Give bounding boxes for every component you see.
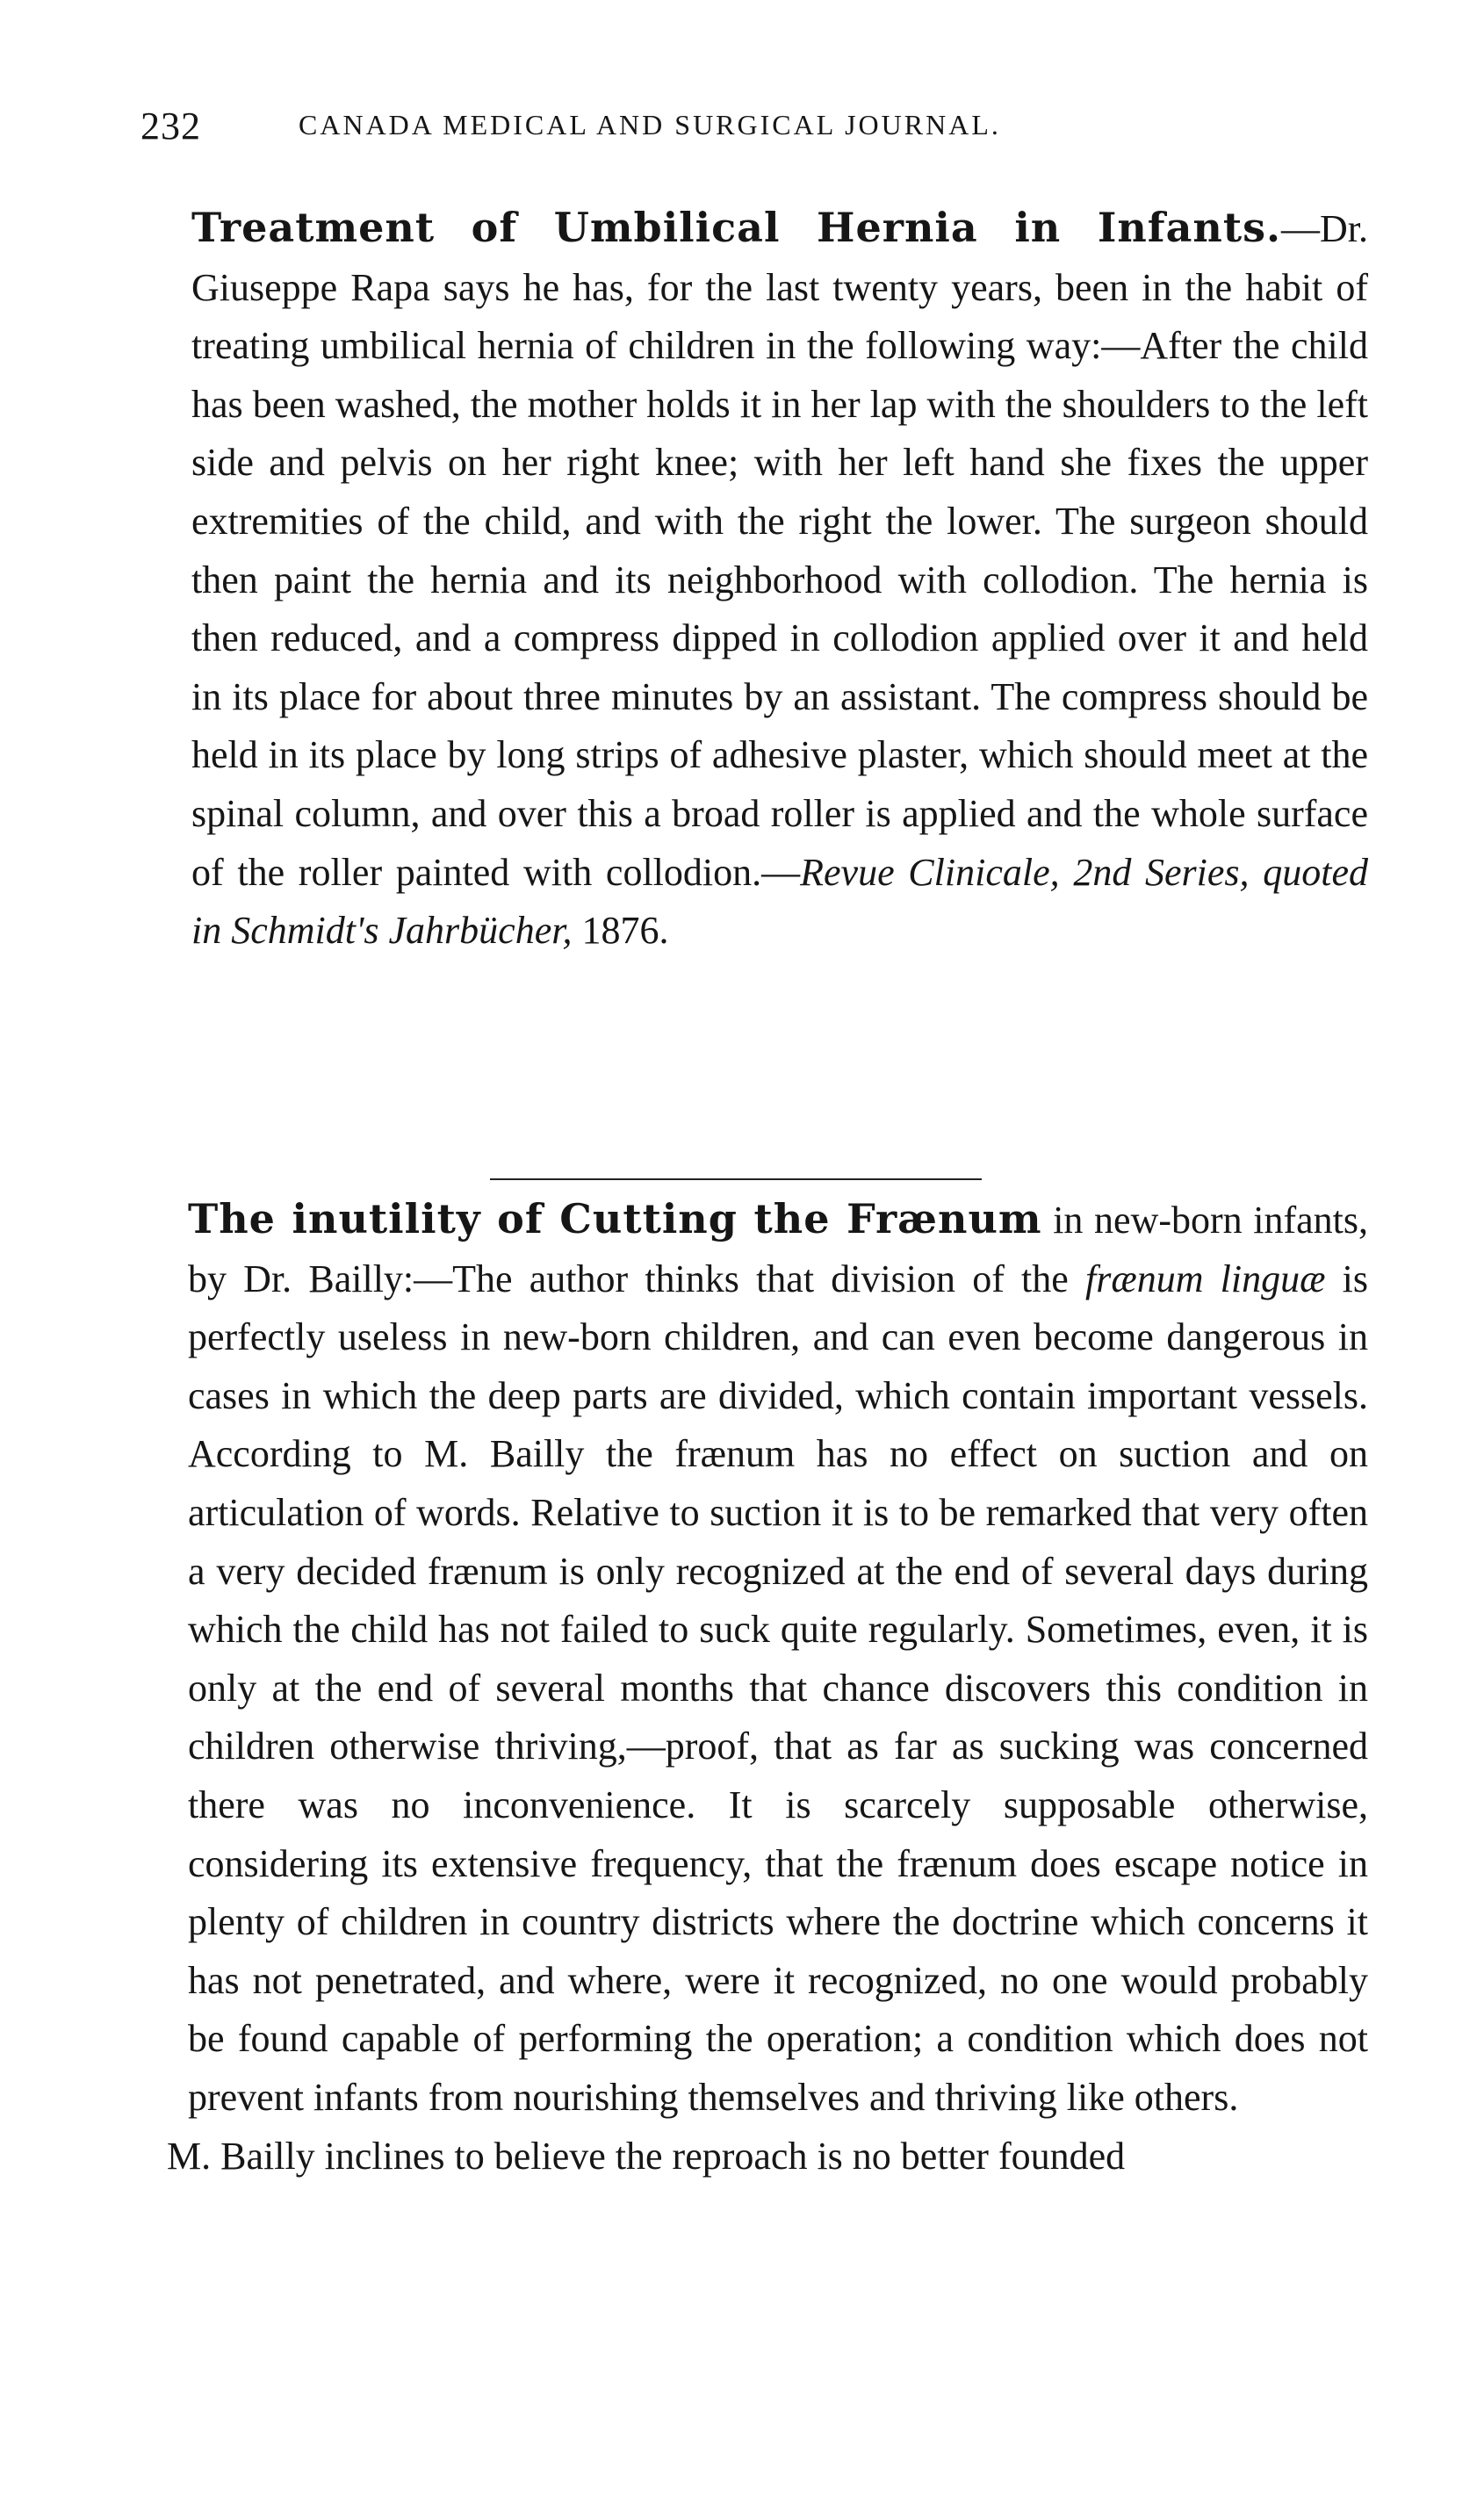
citation-year: 1876.: [572, 909, 669, 953]
article-heading: The inutility of Cutting the Frænum: [188, 1195, 1042, 1242]
journal-title: CANADA MEDICAL AND SURGICAL JOURNAL.: [299, 109, 1001, 140]
article-umbilical-hernia-body: [121, 198, 1368, 961]
running-head: [140, 104, 1370, 156]
article-text: is perfectly useless in new-born children, and can even become dangerous in cases in which the deep parts are divided, which contain important vessels. According to M. Bailly the frænum has no effect on suction and on articulation of words. Relative to suction it is to be remarked that very often a very decided frænum is only recognized at the end of several days during which the child has not failed to suck quite regularly. Sometimes, even, it is only at the end of several months that chance discovers this condition in children otherwise thriving,—proof, that as far as sucking was concerned there was no inconvenience. It is scarcely supposable otherwise, considering its extensive frequency, that the frænum does escape notice in plenty of children in country districts where the doctrine which concerns it has not penetrated, and where, were it recognized, no one would probably be found capable of performing the operation; a condition which does not prevent infants from nourishing themselves and thriving like others.: [188, 1257, 1368, 2119]
citation-source: Revue Clinicale, 2nd Series, quoted in Schmidt's Jahrbücher,: [191, 850, 1368, 953]
article-heading: Treatment of Umbilical Hernia in Infants.: [191, 204, 1281, 251]
article-fraenum-body: [121, 1190, 1368, 2128]
article-fraenum: [121, 1190, 1368, 2186]
section-divider: [490, 1178, 982, 1180]
article-text: in new-born infants, by Dr. Bailly:—The author thinks that division of the: [188, 1199, 1369, 1300]
article-text: —Dr. Giuseppe Rapa says he has, for the last twenty years, been in the habit of treating umbilical hernia of children in the following way:—After the child has been washed, the mother holds it in her lap with the shoulders to the left side and pelvis on her right knee; with her left hand she fixes the upper extremities of the child, and with the right the lower. The surgeon should then paint the hernia and its neighborhood with collodion. The hernia is then reduced, and a compress dipped in collodion applied over it and held in its place for about three minutes by an assistant. The compress should be held in its place by long strips of adhesive plaster, which should meet at the spinal column, and over this a broad roller is applied and the whole surface of the roller painted with collodion.—: [191, 207, 1368, 894]
continuation-paragraph: M. Bailly inclines to believe the reproach is no better founded: [167, 2134, 1126, 2178]
article-umbilical-hernia: [121, 198, 1368, 961]
page-number: 232: [140, 104, 201, 148]
latin-term: frænum linguæ: [1085, 1257, 1326, 1300]
